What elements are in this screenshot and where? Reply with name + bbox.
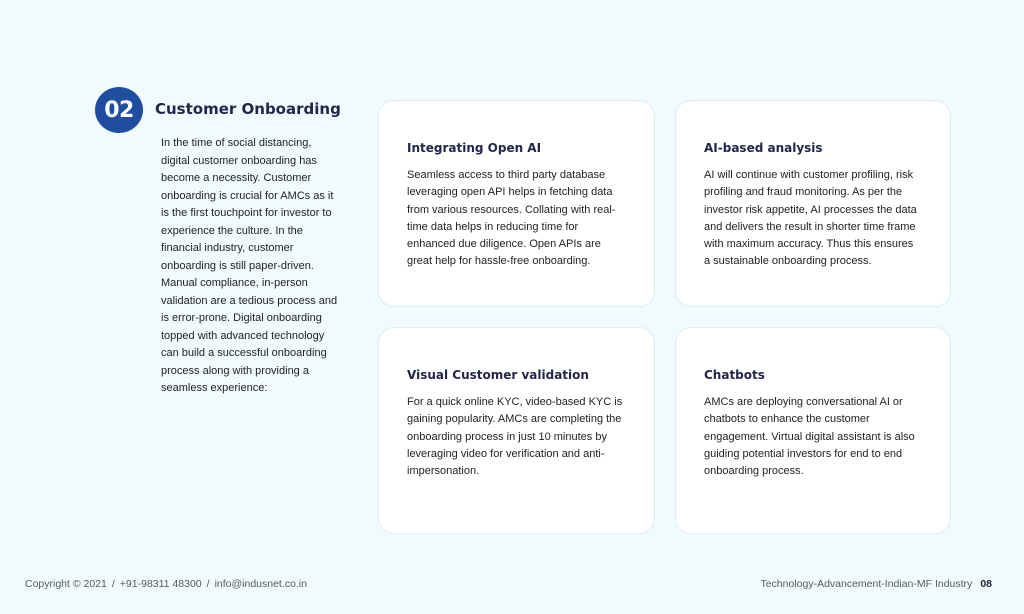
card-title: Visual Customer validation	[407, 368, 589, 382]
card-title: AI-based analysis	[704, 141, 823, 155]
card-body: For a quick online KYC, video-based KYC is gaining popularity. AMCs are completing the onboarding process in just 10 minutes by leveraging video for verification and anti-impersonation.	[407, 396, 623, 478]
card-visual-customer-validation	[378, 327, 655, 534]
card-body: Seamless access to third party database leveraging open API helps in fetching data from various resources. Collating with real-time data helps in reducing time for enhanced due diligence. Open APIs are great help for hassle-free onboarding.	[407, 169, 616, 268]
card-body: AMCs are deploying conversational AI or chatbots to enhance the customer engagement. Virtual digital assistant is also guiding potential investors for end to end onboarding process.	[704, 396, 915, 478]
card-ai-based-analysis	[675, 100, 951, 307]
footer-copyright: Copyright © 2021	[25, 578, 107, 590]
footer-separator: /	[206, 578, 210, 590]
card-chatbots	[675, 327, 951, 534]
footer-separator: /	[111, 578, 115, 590]
card-title: Chatbots	[704, 368, 765, 382]
footer-document-info	[760, 578, 992, 590]
page-number: 08	[980, 578, 992, 590]
footer-document-title: Technology-Advancement-Indian-MF Industry	[760, 578, 973, 590]
section-number-badge: 02	[95, 87, 143, 133]
section-title: Customer Onboarding	[155, 100, 341, 118]
footer-phone: +91-98311 48300	[119, 578, 202, 590]
section-intro: In the time of social distancing, digital customer onboarding has become a necessity. Customer onboarding is crucial for AMCs as it is the first touchpoint for investor to experience the culture. In the financial industry, customer onboarding is still paper-driven. Manual compliance, in-person validation are a tedious process and is error-prone. Digital onboarding topped with advanced technology can build a successful onboarding process along with providing a seamless experience:	[161, 137, 338, 394]
footer-contact	[25, 578, 307, 590]
card-integrating-open-ai	[378, 100, 655, 307]
card-title: Integrating Open AI	[407, 141, 542, 155]
card-body: AI will continue with customer profiling, risk profiling and fraud monitoring. As per the investor risk appetite, AI processes the data and delivers the result in shorter time frame with maximum accuracy. Thus this ensures a sustainable onboarding process.	[704, 169, 917, 268]
footer-email-link[interactable]: info@indusnet.co.in	[214, 578, 307, 590]
